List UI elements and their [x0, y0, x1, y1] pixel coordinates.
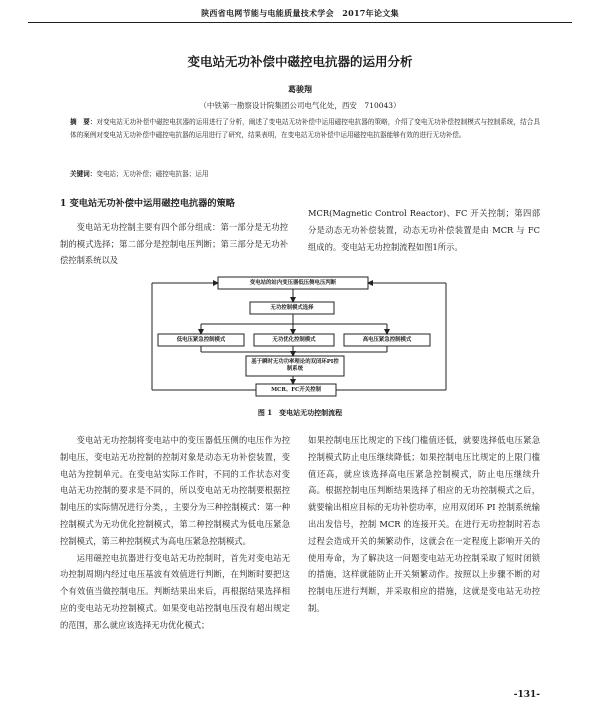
keywords-label: 关键词： — [70, 170, 97, 178]
abstract-text: 对变电站无功补偿中磁控电抗器的运用进行了分析，阐述了变电站无功补偿中运用磁控电抗器的策略，介绍了变电无功补偿控制模式与控制系统，结合具体的案例对变电站无功补偿中磁控电抗器的运用进行了研究，结果表明，在变电站无功补偿中运用磁控电抗器能够有效的进行无功补偿。 — [70, 118, 541, 139]
section1-right-paragraph: MCR(Magnetic Control Reactor)、FC 开关控制；第四部分是动态无功补偿装置，动态无功补偿装置是由 MCR 与 FC 组成的。变电站无功控制流程如图1所示。 — [308, 208, 540, 252]
abstract — [70, 116, 540, 142]
box-mode-select-label: 无功控制模式选择 — [270, 305, 314, 311]
box-top-label: 变电站的站内变压器低压侧电压判断 — [249, 280, 337, 286]
box-high-voltage-label: 高电压紧急控制模式 — [362, 337, 412, 343]
body-right-paragraph-1: 如果控制电压比规定的下线门槛值还低，就要选择低电压紧急控制模式防止电压继续降低；如果控制电压比规定的上限门槛值还高，就应该选择高电压紧急控制模式，防止电压继续升高。根据控制电压判断结果选择了相应的无功控制模式之后，就要输出相应目标的无功补偿功率，应用双闭环 PI 控制系统输出出发信号，控制 MCR 的连接开关。在进行无功控制时若态过程会造成开关的频繁动作，这就会在一定程度上影响开关的使用寿命，为了解决这一问题变电站无功控制采取了短时闭锁的措施，这样就能防止开关频繁动作。按照以上步骤不断的对控制电压进行判断，并采取相应的措施，这就是变电站无功控制。 — [308, 435, 540, 613]
running-header: 陕西省电网节能与电能质量技术学会 2017年论文集 — [201, 8, 399, 18]
author-name: 葛骏翔 — [288, 84, 312, 94]
section-heading: 1 变电站无功补偿中运用磁控电抗器的策略 — [60, 198, 235, 209]
author-affiliation: （中铁第一勘察设计院集团公司电气化处，西安 710043） — [199, 101, 401, 110]
body-right-column — [308, 432, 540, 617]
paper-title: 变电站无功补偿中磁控电抗器的运用分析 — [187, 54, 413, 69]
header-rule — [28, 22, 572, 23]
page-number: -131- — [513, 690, 540, 700]
keywords — [70, 168, 540, 181]
box-low-voltage-label: 低电压紧急控制模式 — [176, 337, 226, 343]
section1-left-paragraph: 变电站无功控制主要有四个部分组成：第一部分是无功控制的模式选择；第二部分是控制电压判断；第三部分是无功补偿控制系统以及 — [60, 221, 288, 266]
box-optimize-label: 无功优化控制模式 — [272, 337, 316, 343]
body-left-paragraph-2: 运用磁控电抗器进行变电站无功控制时，首先对变电站无功控制周期内经过电压基波有效值进行判断，在判断时要把这个有效值当做控制电压。判断结果出来后，再根据结果选择相应的变电站无功控制模式。如果变电站控制电压没有超出规定的范围，那么就应该选择无功优化模式； — [60, 552, 290, 630]
figure-caption: 图 1 变电站无功控制流程 — [257, 408, 343, 417]
figure-1-flowchart — [150, 272, 450, 402]
section1-right-column — [308, 205, 540, 255]
box-switch-label: MCR、FC开关控制 — [271, 387, 321, 393]
body-left-column — [60, 432, 290, 634]
abstract-label: 摘 要： — [70, 118, 97, 126]
box-algorithm-label: 基于瞬时无功功率理论的双闭环PI控制系统 — [251, 359, 339, 372]
section1-left-column — [60, 196, 288, 269]
keywords-text: 变电站；无功补偿；磁控电抗器；运用 — [96, 170, 209, 178]
body-left-paragraph-1: 变电站无功控制将变电站中的变压器低压侧的电压作为控制电压，变电站无功控制的控制对象是动态无功补偿装置，变电站为控制单元。在变电站实际工作时，不同的工作状态对变电站无功控制的要求是不同的，所以变电站无功控制要根据控制电压的实际情况进行分类，，主要分为三种控制模式：第一种控制模式为无功优化控制模式，第二种控制模式为低电压紧急控制模式，第三种控制模式为高电压紧急控制模式。 — [60, 435, 290, 546]
